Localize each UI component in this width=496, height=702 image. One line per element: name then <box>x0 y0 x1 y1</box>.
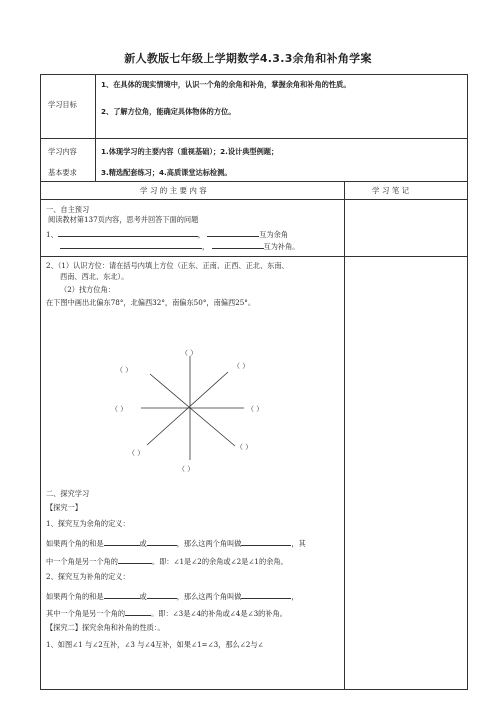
content-line-2: 3.精选配套练习；4.高质课堂达标检测。 <box>101 168 232 177</box>
question-2-sub: （2）找方位角： <box>60 285 115 294</box>
northwest-label: （ ） <box>116 366 133 374</box>
east-label: （ ） <box>247 405 264 413</box>
definition-1-line-2 <box>46 555 288 567</box>
northeast-label: （ ） <box>233 362 250 370</box>
section-1-heading: 一、自主预习 <box>46 205 90 214</box>
southwest-label: （ ） <box>128 449 145 457</box>
answer-blank[interactable] <box>104 590 140 599</box>
main-content-header: 学 习 的 主 要 内 容 <box>140 186 207 195</box>
explore-1-heading: 【探究一】 <box>46 503 82 512</box>
question-2-line-2: 西南、西北、东北）。 <box>60 272 129 281</box>
answer-blank[interactable] <box>147 537 177 546</box>
definition-2-line-2 <box>46 607 287 619</box>
definition-1-title: 1、探究互为余角的定义： <box>46 519 130 528</box>
ne-sw-line <box>147 372 228 445</box>
separator: ， <box>197 230 205 239</box>
answer-blank[interactable] <box>104 537 140 546</box>
question-2-task: 在下图中画出北偏东78°，北偏西32°，南偏东50°，南偏西25°。 <box>46 298 256 307</box>
south-label: （ ） <box>178 465 195 473</box>
text: ，那么这两个角叫做 <box>176 539 242 548</box>
question-1-number: 1、 <box>46 230 58 239</box>
west-label: （ ） <box>111 405 128 413</box>
reading-instruction: 阅读教材第137页内容，思考并回答下面的问题 <box>48 215 199 224</box>
text: 。即：∠1是∠2的余角或∠2是∠1的余角。 <box>151 557 288 566</box>
definition-2-title: 2、探究互为补角的定义： <box>46 572 130 581</box>
objectives-label: 学习目标 <box>48 100 77 109</box>
answer-blank[interactable] <box>125 607 151 616</box>
objective-1: 1、在具体的现实情境中，认识一个角的余角和补角，掌握余角和补角的性质。 <box>101 80 351 89</box>
section-2-heading: 二、探究学习 <box>46 489 90 498</box>
notes-header: 学 习 笔 记 <box>372 186 410 195</box>
text: 中一个角是另一个角的 <box>46 557 118 566</box>
page-title: 新人教版七年级上学期数学4.3.3余角和补角学案 <box>124 52 372 65</box>
text: ， <box>291 592 299 601</box>
separator: ， <box>202 242 210 251</box>
text: 。即：∠3是∠4的补角或∠4是∠3的补角。 <box>151 609 287 618</box>
text: 如果两个角的和是 <box>46 592 104 601</box>
north-label: （ ） <box>181 349 198 357</box>
southeast-label: （ ） <box>236 443 253 451</box>
definition-2-line-1 <box>46 590 299 602</box>
supplement-suffix: 互为补角。 <box>263 242 300 251</box>
nw-se-line <box>150 374 235 446</box>
text: 或 <box>139 592 147 601</box>
objective-2: 2、了解方位角，能确定具体物体的方位。 <box>101 107 236 116</box>
text: 如果两个角的和是 <box>46 539 104 548</box>
content-label: 学习内容 <box>48 147 77 156</box>
explore-2-heading: 【探究二】探究余角和补角的性质：。 <box>46 623 165 632</box>
answer-blank[interactable] <box>241 590 291 599</box>
text: ，其 <box>291 539 306 548</box>
text: 或 <box>139 539 147 548</box>
answer-blank[interactable] <box>147 590 177 599</box>
answer-blank[interactable] <box>241 537 291 546</box>
property-question-1: 1、如图∠1 与∠2互补，∠3 与∠4互补，如果∠1=∠3，那么∠2与∠ <box>46 640 264 649</box>
complement-suffix: 互为余角 <box>259 230 289 239</box>
content-line-1: 1.体现学习的主要内容（重视基础）；2.设计典型例题； <box>101 147 279 156</box>
definition-1-line-1 <box>46 537 306 549</box>
text: ，那么这两个角叫做 <box>176 592 242 601</box>
text: 其中一个角是另一个角的 <box>46 609 126 618</box>
question-2-line-1: 2、（1）认识方位：请在括号内填上方位（正东、正南、正西、正北、东南、 <box>46 261 289 270</box>
answer-blank[interactable] <box>118 555 152 564</box>
requirements-label: 基本要求 <box>48 168 77 177</box>
